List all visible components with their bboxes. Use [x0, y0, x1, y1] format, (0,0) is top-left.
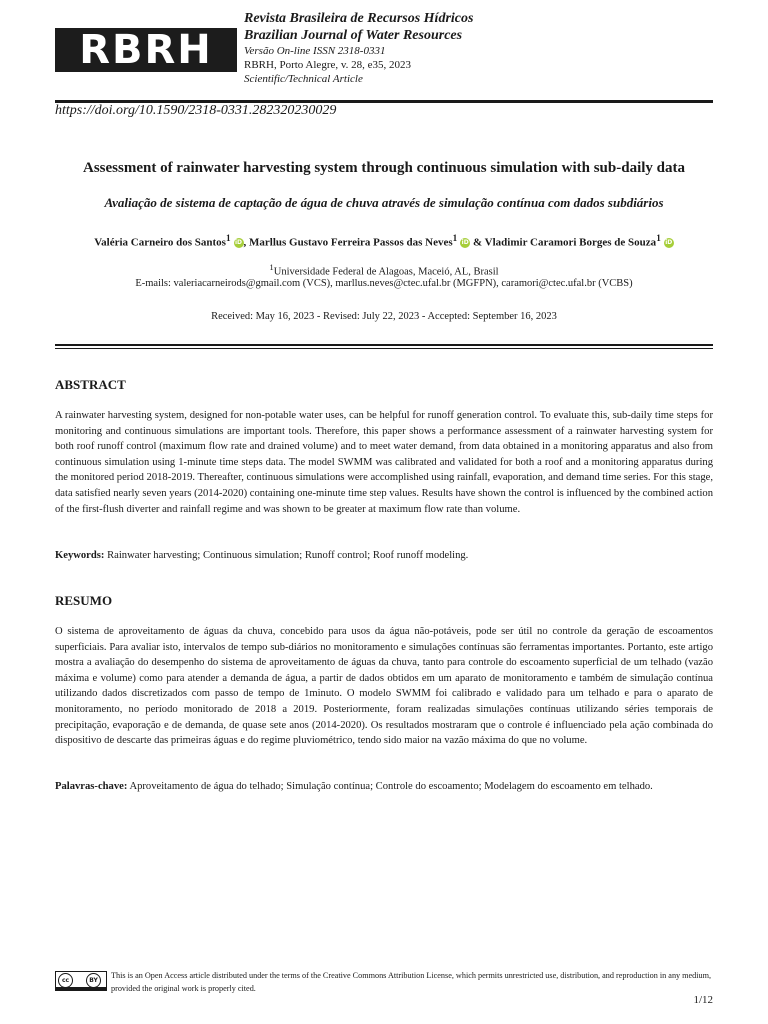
author-name: Vladimir Caramori Borges de Souza: [484, 236, 657, 249]
article-subtitle: Avaliação de sistema de captação de água de chuva através de simulação contínua com dados subdiários: [104, 195, 664, 210]
by-icon: BY: [86, 973, 101, 988]
keywords-text: Rainwater harvesting; Continuous simulation; Runoff control; Roof runoff modeling.: [107, 550, 469, 561]
palavras-chave-text: Aproveitamento de água do telhado; Simulação contínua; Controle do escoamento; Modelagem do escoamento em telhado.: [129, 781, 653, 792]
orcid-icon[interactable]: iD: [461, 239, 469, 247]
resumo-heading: RESUMO: [55, 593, 113, 608]
journal-info: [244, 10, 714, 86]
resumo-text: O sistema de aproveitamento de águas da chuva, concebido para usos da água não-potáveis, pode ser útil no controle da geração de escoamentos superficiais. Para avaliar isto, intervalos de tempo sub-diários no monitoramento e simulações contínuas são ferramentas importantes. Portanto, este artigo mostra a avaliação do desempenho do sistema de aproveitamento de águas da chuva, tanto para controle do escoamento superficial de um telhado (vazão máxima e volume) como para atender a demanda de água, a partir de dados obtidos em um aparato de monitoramento e também de simulação contínua utilizando dados discretizados com passo de tempo de 1minuto. O modelo SWMM foi calibrado e validado para um telhado e para o aparato de monitoramento, no período monitorado de 2018 a 2019. Posteriormente, foram realizadas simulações contínuas utilizando séries temporais de precipitação, evaporação e de demanda, de quase sete anos (2014-2020). Os resultados mostraram que o controle é influenciado pela ação combinada do dispositivo de descarte das primeiras águas e do regime pluviométrico, tendo sido maior na vazão máxima do que no volume.: [55, 626, 713, 747]
article-title: Assessment of rainwater harvesting system through continuous simulation with sub-daily data: [82, 160, 685, 176]
citation: RBRH, Porto Alegre, v. 28, e35, 2023: [244, 59, 412, 71]
author-affiliation-sup: 1: [225, 233, 231, 243]
page-number: 1/12: [693, 994, 713, 1006]
author-list: [20, 233, 748, 249]
author-name: Marllus Gustavo Ferreira Passos das Neves: [249, 236, 453, 249]
journal-name-en: Brazilian Journal of Water Resources: [244, 28, 463, 43]
article-dates: Received: May 16, 2023 - Revised: July 22, 2023 - Accepted: September 16, 2023: [211, 311, 557, 322]
author-affiliation-sup: 1: [656, 233, 661, 243]
abstract-heading: ABSTRACT: [55, 377, 126, 392]
cc-icon: cc: [58, 973, 73, 988]
keywords: [55, 550, 713, 561]
affiliation-sup: 1: [269, 262, 274, 272]
author-name: Valéria Carneiro dos Santos: [94, 236, 226, 249]
article-type: Scientific/Technical Article: [244, 73, 363, 85]
orcid-icon[interactable]: iD: [235, 239, 243, 247]
issn: Versão On-line ISSN 2318-0331: [244, 45, 386, 57]
author-separator: ,: [243, 236, 250, 249]
divider-top: [55, 344, 713, 346]
affiliation: [20, 262, 748, 278]
divider-bottom: [55, 348, 713, 349]
abstract-text: A rainwater harvesting system, designed for non-potable water uses, can be helpful for runoff generation control. To evaluate this, sub-daily time steps for monitoring and continuous simulations are important tools. Therefore, this paper shows a performance assessment of a rainwater harvesting system for both roof runoff control (maximum flow rate and drained volume) and to meet water demand, from data obtained in a monitoring apparatus and also from continuous simulation using 1-minute time steps data. The model SWMM was calibrated and validated for both a roof and a monitoring apparatus during the monitored period 2018-2019. Thereafter, continuous simulations were accomplished using rainfall, evaporation, and demand time series. For this stage, data satisfied nearly seven years (2014-2020) containing one-minute time step values. Results have shown the control is influenced by the combined action of the first-flush diverter and rainfall regime and was shown to be greater at maximum flow rate than volume.: [55, 410, 713, 515]
license-notice: This is an Open Access article distributed under the terms of the Creative Commons Attribution License, which permits unrestricted use, distribution, and reproduction in any medium, provided the original work is properly cited.: [111, 971, 712, 993]
author-affiliation-sup: 1: [452, 233, 458, 243]
palavras-chave: [55, 781, 713, 792]
keywords-label: Keywords:: [55, 550, 105, 561]
cc-band: [56, 987, 106, 990]
cc-by-license-icon[interactable]: [55, 971, 107, 991]
affiliation-text: Universidade Federal de Alagoas, Maceió, AL, Brasil: [273, 266, 499, 278]
author-emails: E-mails: valeriacarneirods@gmail.com (VCS), marllus.neves@ctec.ufal.br (MGFPN), caramori@ctec.ufal.br (VCBS): [135, 278, 633, 289]
doi-link[interactable]: https://doi.org/10.1590/2318-0331.282320230029: [55, 103, 337, 118]
author-separator: &: [470, 236, 485, 249]
orcid-icon[interactable]: iD: [665, 239, 673, 247]
journal-logo: RBRH: [55, 28, 237, 72]
palavras-chave-label: Palavras-chave:: [55, 781, 128, 792]
journal-name-pt: Revista Brasileira de Recursos Hídricos: [244, 11, 474, 26]
